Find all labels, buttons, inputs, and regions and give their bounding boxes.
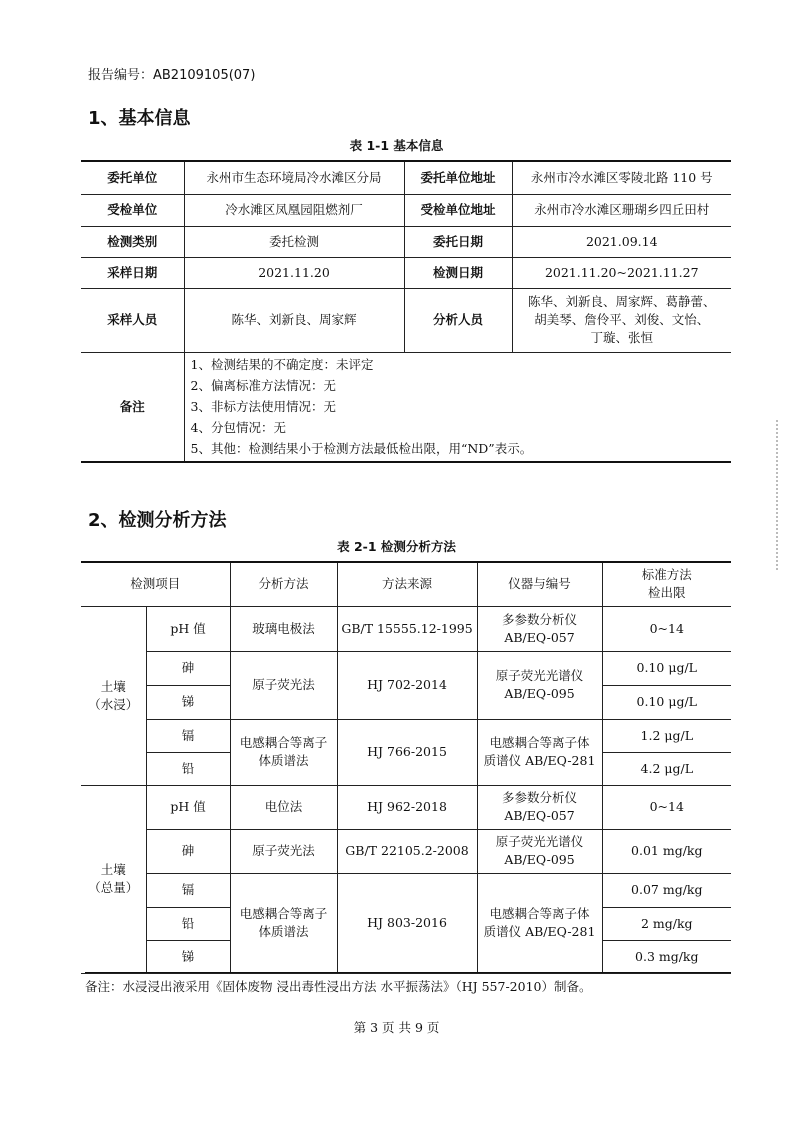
method-line: 体质谱法 (258, 924, 309, 939)
instrument-line: 质谱仪 AB/EQ-281 (483, 924, 596, 939)
header-limit (602, 562, 731, 606)
table-row (81, 257, 731, 288)
item-cell: 镉 (146, 873, 230, 907)
label-cell: 采样日期 (81, 257, 184, 288)
item-cell: 砷 (146, 651, 230, 685)
group-name-water-leach (81, 606, 146, 785)
limit-cell: 0.10 μg/L (602, 685, 731, 719)
limit-cell: 0.07 mg/kg (602, 873, 731, 907)
analyst-value (512, 288, 731, 352)
scan-edge-mark (776, 420, 784, 570)
limit-cell: 0.10 μg/L (602, 651, 731, 685)
label-cell: 受检单位地址 (404, 194, 512, 226)
header-item: 检测项目 (81, 562, 230, 606)
value-cell: 永州市冷水滩区零陵北路 110 号 (512, 161, 731, 194)
instrument-line: 多参数分析仪 (502, 611, 578, 627)
value-cell: 委托检测 (184, 226, 404, 257)
remark-item: 1、检测结果的不确定度：未评定 (190, 357, 374, 373)
header-limit-line: 标准方法 (641, 567, 692, 583)
item-cell: 镉 (146, 719, 230, 752)
instrument-cell (477, 785, 602, 829)
label-cell: 委托单位 (81, 161, 184, 194)
item-cell: pH 值 (146, 785, 230, 829)
label-cell: 委托日期 (404, 226, 512, 257)
label-cell: 检测日期 (404, 257, 512, 288)
item-cell: 砷 (146, 829, 230, 873)
analyst-line: 丁璇、张恒 (590, 330, 653, 345)
method-line: 体质谱法 (258, 753, 309, 768)
instrument-line: 原子荧光光谱仪 (495, 834, 584, 849)
value-cell: 2021.11.20 (184, 257, 404, 288)
page-number: 第 3 页 共 9 页 (353, 1020, 440, 1035)
table-row (81, 829, 731, 873)
instrument-line: 多参数分析仪 (502, 790, 578, 805)
remark-item: 4、分包情况：无 (190, 420, 286, 436)
report-number: 报告编号：AB2109105(07) (88, 68, 256, 83)
table-row (81, 161, 731, 194)
label-cell: 检测类别 (81, 226, 184, 257)
instrument-line: 原子荧光光谱仪 (495, 668, 584, 683)
instrument-line: 电感耦合等离子体 (489, 906, 590, 921)
sampler-value: 陈华、刘新良、周家辉 (184, 288, 404, 352)
header-instrument: 仪器与编号 (477, 562, 602, 606)
sampler-label: 采样人员 (81, 288, 184, 352)
table-row (81, 288, 731, 352)
item-cell: 锑 (146, 940, 230, 973)
group-name-total (81, 785, 146, 973)
table-row (81, 226, 731, 257)
analyst-line: 胡美琴、詹伶平、刘俊、文怡、 (534, 312, 710, 327)
method-cell (230, 719, 337, 785)
limit-cell: 0~14 (602, 785, 731, 829)
item-cell: pH 值 (146, 606, 230, 651)
table-2-caption: 表 2-1 检测分析方法 (337, 539, 456, 554)
value-cell: 冷水滩区凤凰园阻燃剂厂 (184, 194, 404, 226)
remarks-label: 备注 (81, 352, 184, 462)
label-cell: 受检单位 (81, 194, 184, 226)
instrument-line: 质谱仪 AB/EQ-281 (483, 753, 596, 768)
table-1-caption: 表 1-1 基本信息 (349, 138, 444, 153)
source-cell: HJ 803-2016 (337, 873, 477, 973)
table-row (81, 719, 731, 752)
table-row (81, 873, 731, 907)
instrument-line: 电感耦合等离子体 (489, 735, 590, 750)
group-name-line: 土壤 (100, 678, 126, 694)
instrument-cell (477, 719, 602, 785)
source-cell: GB/T 22105.2-2008 (337, 829, 477, 873)
table-row (81, 651, 731, 685)
label-cell: 委托单位地址 (404, 161, 512, 194)
group-name-line: （总量） (88, 880, 139, 895)
limit-cell: 0.3 mg/kg (602, 940, 731, 973)
limit-cell: 2 mg/kg (602, 907, 731, 940)
item-cell: 铅 (146, 752, 230, 785)
limit-cell: 4.2 μg/L (602, 752, 731, 785)
method-cell (230, 873, 337, 973)
remark-item: 3、非标方法使用情况：无 (190, 399, 336, 415)
method-line: 电感耦合等离子 (239, 735, 328, 750)
method-cell: 原子荧光法 (230, 829, 337, 873)
analyst-line: 陈华、刘新良、周家辉、葛静蕾、 (527, 294, 716, 309)
table-2-note: 备注：水浸浸出液采用《固体废物 浸出毒性浸出方法 水平振荡法》（HJ 557-2010）制备。 (85, 972, 731, 995)
header-limit-line: 检出限 (648, 585, 686, 601)
method-cell: 电位法 (230, 785, 337, 829)
remark-item: 2、偏离标准方法情况：无 (190, 378, 336, 394)
value-cell: 永州市冷水滩区珊瑚乡四丘田村 (512, 194, 731, 226)
table-row (81, 606, 731, 651)
remark-item: 5、其他：检测结果小于检测方法最低检出限，用“ND”表示。 (190, 441, 533, 457)
source-cell: HJ 962-2018 (337, 785, 477, 829)
item-cell: 铅 (146, 907, 230, 940)
instrument-line: AB/EQ-057 (504, 629, 575, 645)
source-cell: GB/T 15555.12-1995 (337, 606, 477, 651)
value-cell: 永州市生态环境局冷水滩区分局 (184, 161, 404, 194)
group-name-line: 土壤 (100, 862, 126, 877)
header-source: 方法来源 (337, 562, 477, 606)
basic-info-table (81, 160, 731, 463)
limit-cell: 0~14 (602, 606, 731, 651)
analysis-method-table (81, 561, 731, 974)
method-cell: 原子荧光法 (230, 651, 337, 719)
limit-cell: 0.01 mg/kg (602, 829, 731, 873)
source-cell: HJ 766-2015 (337, 719, 477, 785)
instrument-line: AB/EQ-095 (504, 852, 575, 867)
limit-cell: 1.2 μg/L (602, 719, 731, 752)
analyst-label: 分析人员 (404, 288, 512, 352)
item-cell: 锑 (146, 685, 230, 719)
remarks-list (184, 352, 731, 462)
table-row (81, 352, 731, 462)
instrument-cell (477, 873, 602, 973)
table-row (81, 194, 731, 226)
instrument-cell (477, 606, 602, 651)
section-1-title: 1、基本信息 (88, 108, 191, 129)
group-name-line: （水浸） (88, 696, 139, 712)
source-cell: HJ 702-2014 (337, 651, 477, 719)
method-cell: 玻璃电极法 (230, 606, 337, 651)
section-2-title: 2、检测分析方法 (88, 510, 227, 531)
instrument-cell (477, 829, 602, 873)
table-header-row (81, 562, 731, 606)
table-row (81, 785, 731, 829)
value-cell: 2021.11.20~2021.11.27 (512, 257, 731, 288)
instrument-cell (477, 651, 602, 719)
instrument-line: AB/EQ-095 (504, 686, 575, 701)
header-method: 分析方法 (230, 562, 337, 606)
method-line: 电感耦合等离子 (239, 906, 328, 921)
instrument-line: AB/EQ-057 (504, 808, 575, 823)
value-cell: 2021.09.14 (512, 226, 731, 257)
